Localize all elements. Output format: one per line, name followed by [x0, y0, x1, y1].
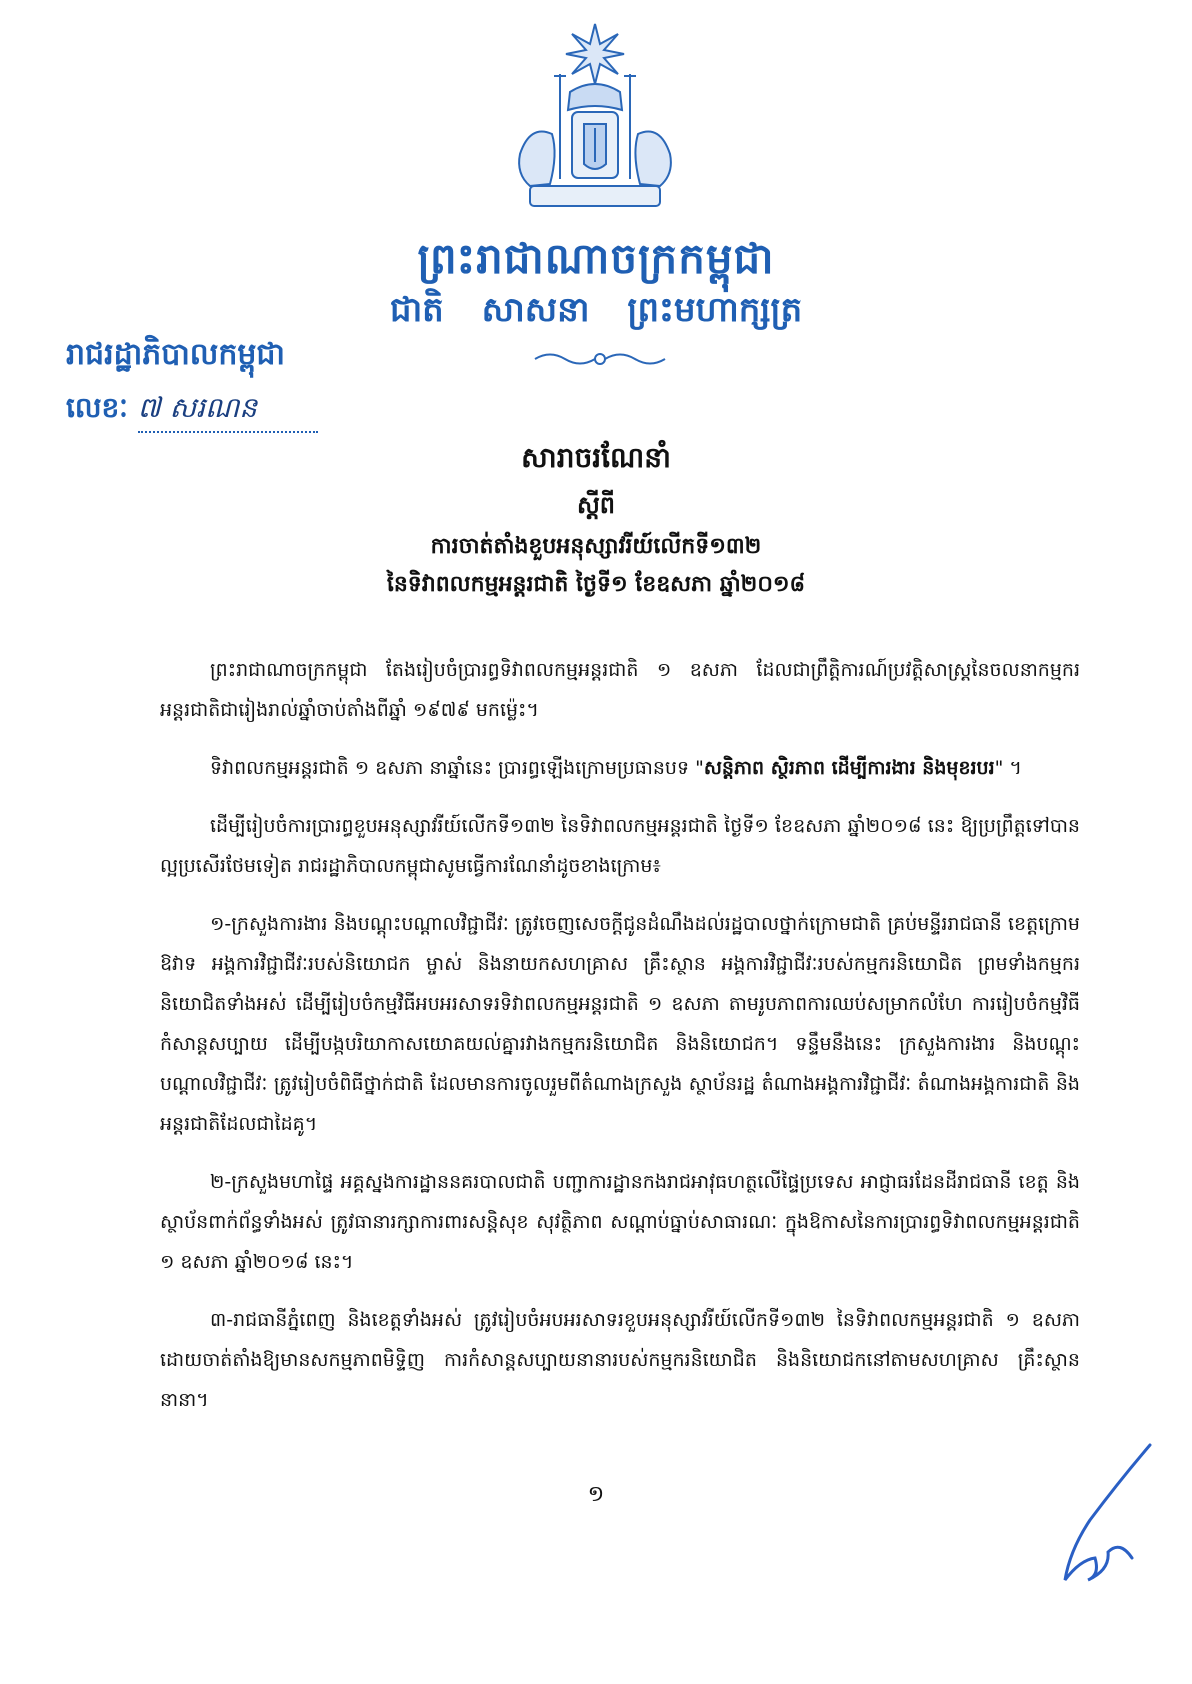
paragraph: ២-ក្រសួងមហាផ្ទៃ អគ្គស្នងការដ្ឋាននគរបាលជាតិ បញ្ជាការដ្ឋានកងរាជអាវុធហត្ថលើផ្ទៃប្រទេស អាជ្ញាធរដែនដីរាជធានី ខេត្ត និងស្ថាប័នពាក់ព័ន្ធទាំងអស់ ត្រូវធានារក្សាការពារសន្តិសុខ សុវត្ថិភាព សណ្តាប់ធ្នាប់សាធារណៈ ក្នុងឱកាសនៃការប្រារព្ធទិវាពលកម្មអន្តរជាតិ ១ ឧសភា ឆ្នាំ២០១៨ នេះ។: [160, 1171, 1080, 1273]
document-body: [160, 650, 1080, 1438]
paragraph-theme: [160, 748, 1080, 788]
document-type: សារាចរណែនាំ: [521, 441, 671, 474]
royal-coat-of-arms: [500, 14, 690, 224]
subject-line-1: ការចាត់តាំងខួបអនុស្សាវរីយ៍លើកទី១៣២: [430, 534, 762, 559]
subject-line-2: នៃទិវាពលកម្មអន្តរជាតិ ថ្ងៃទី១ ខែឧសភា ឆ្នាំ២០១៨: [386, 572, 806, 597]
decorative-divider: [530, 348, 670, 370]
kingdom-title: ព្រះរាជាណាចក្រកម្ពុជា: [417, 234, 775, 283]
reference-number: [66, 390, 318, 433]
reference-label: លេខៈ: [66, 391, 128, 424]
handwritten-signature: [1040, 1440, 1160, 1590]
theme-outro: " ។: [994, 757, 1022, 779]
subject-label: ស្តីពី: [576, 491, 616, 519]
paragraph: ១-ក្រសួងការងារ និងបណ្តុះបណ្តាលវិជ្ជាជីវៈ ត្រូវចេញសេចក្តីជូនដំណឹងដល់រដ្ឋបាលថ្នាក់ក្រោមជាតិ គ្រប់មន្ទីររាជធានី ខេត្តក្រោមឱវាទ អង្គការវិជ្ជាជីវៈរបស់និយោជក ម្ចាស់ និងនាយកសហគ្រាស គ្រឹះស្ថាន អង្គការវិជ្ជាជីវៈរបស់កម្មករនិយោជិត ព្រមទាំងកម្មករនិយោជិតទាំងអស់ ដើម្បីរៀបចំកម្មវិធីអបអរសាទរទិវាពលកម្មអន្តរជាតិ ១ ឧសភា តាមរូបភាពការឈប់សម្រាកលំហែ ការរៀបចំកម្មវិធីកំសាន្តសប្បាយ ដើម្បីបង្កបរិយាកាសយោគយល់គ្នារវាងកម្មករនិយោជិត និងនិយោជក។ ទន្ទឹមនឹងនេះ ក្រសួងការងារ និងបណ្តុះបណ្តាលវិជ្ជាជីវៈ ត្រូវរៀបចំពិធីថ្នាក់ជាតិ ដែលមានការចូលរួមពីតំណាងក្រសួង ស្ថាប័នរដ្ឋ តំណាងអង្គការវិជ្ជាជីវៈ តំណាងអង្គការជាតិ និងអន្តរជាតិដែលជាដៃគូ។: [160, 913, 1080, 1135]
paragraph: ព្រះរាជាណាចក្រកម្ពុជា តែងរៀបចំប្រារព្ធទិវាពលកម្មអន្តរជាតិ ១ ឧសភា ដែលជាព្រឹត្តិការណ៍ប្រវត្តិសាស្ត្រនៃចលនាកម្មករអន្តរជាតិជារៀងរាល់ឆ្នាំចាប់តាំងពីឆ្នាំ ១៩៧៩ មកម្ល៉េះ។: [160, 659, 1080, 721]
paragraph: ដើម្បីរៀបចំការប្រារព្ធខួបអនុស្សាវរីយ៍លើកទី១៣២ នៃទិវាពលកម្មអន្តរជាតិ ថ្ងៃទី១ ខែឧសភា ឆ្នាំ២០១៨ នេះ ឱ្យប្រព្រឹត្តទៅបានល្អប្រសើរថែមទៀត រាជរដ្ឋាភិបាលកម្ពុជាសូមធ្វើការណែនាំដូចខាងក្រោម៖: [160, 815, 1080, 877]
reference-value: ៧ សរណន: [138, 390, 318, 433]
page-number: ១: [587, 1482, 605, 1507]
theme-title: សន្តិភាព ស្ថិរភាព ដើម្បីការងារ និងមុខរបរ: [703, 757, 995, 779]
national-motto: ជាតិ សាសនា ព្រះមហាក្សត្រ: [389, 290, 803, 330]
issuing-government: រាជរដ្ឋាភិបាលកម្ពុជា: [66, 337, 285, 372]
paragraph: ៣-រាជធានីភ្នំពេញ និងខេត្តទាំងអស់ ត្រូវរៀបចំអបអរសាទរខួបអនុស្សាវរីយ៍លើកទី១៣២ នៃទិវាពលកម្មអន្តរជាតិ ១ ឧសភា ដោយចាត់តាំងឱ្យមានសកម្មភាពមិទ្ទិញ ការកំសាន្តសប្បាយនានារបស់កម្មករនិយោជិត និងនិយោជកនៅតាមសហគ្រាស គ្រឹះស្ថាននានា។: [160, 1309, 1080, 1411]
theme-intro: ទិវាពលកម្មអន្តរជាតិ ១ ឧសភា នាឆ្នាំនេះ ប្រារព្ធឡើងក្រោមប្រធានបទ ": [210, 757, 704, 779]
